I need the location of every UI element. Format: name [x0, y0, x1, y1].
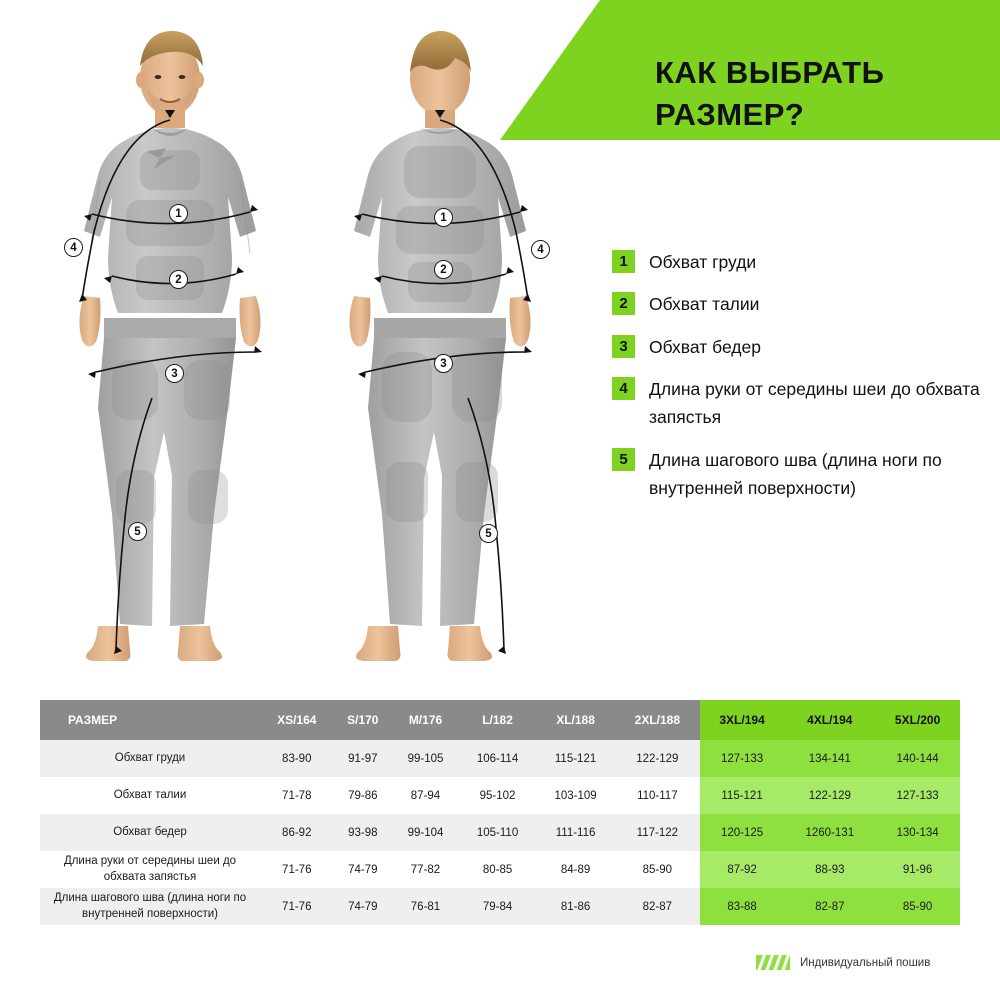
cell: 105-110	[459, 814, 536, 851]
marker-back-arm: 4	[531, 240, 550, 259]
cell: 82-87	[615, 888, 700, 925]
cell: 86-92	[260, 814, 334, 851]
cell: 88-93	[784, 851, 875, 888]
legend-label-4: Длина руки от середины шеи до обхвата запястья	[649, 379, 980, 428]
cell: 91-96	[875, 851, 960, 888]
legend-item-5	[612, 446, 992, 503]
front-figure	[79, 31, 262, 661]
th-4xl: 4XL/194	[784, 700, 875, 740]
th-l: L/182	[459, 700, 536, 740]
th-5xl: 5XL/200	[875, 700, 960, 740]
table-row	[40, 814, 960, 851]
cell: 84-89	[536, 851, 615, 888]
legend-label-1: Обхват груди	[649, 252, 757, 272]
cell: 106-114	[459, 740, 536, 777]
cell: 122-129	[784, 777, 875, 814]
cell: 140-144	[875, 740, 960, 777]
cell: 71-76	[260, 851, 334, 888]
legend-list	[612, 248, 992, 516]
legend-badge-5: 5	[612, 448, 635, 471]
marker-back-inseam: 5	[479, 524, 498, 543]
table-header-row	[40, 700, 960, 740]
cell: 99-104	[392, 814, 459, 851]
marker-back-chest: 1	[434, 208, 453, 227]
page-title-line-1: КАК ВЫБРАТЬ	[655, 55, 885, 90]
marker-front-chest: 1	[169, 204, 188, 223]
row-label-chest: Обхват груди	[40, 740, 260, 777]
row-label-inseam: Длина шагового шва (длина ноги по внутренней поверхности)	[40, 888, 260, 925]
cell: 71-78	[260, 777, 334, 814]
cell: 71-76	[260, 888, 334, 925]
marker-front-hips: 3	[165, 364, 184, 383]
cell: 110-117	[615, 777, 700, 814]
cell: 103-109	[536, 777, 615, 814]
legend-badge-3: 3	[612, 335, 635, 358]
cell: 77-82	[392, 851, 459, 888]
legend-badge-4: 4	[612, 377, 635, 400]
table-row	[40, 851, 960, 888]
cell: 127-133	[875, 777, 960, 814]
marker-front-waist: 2	[169, 270, 188, 289]
legend-badge-2: 2	[612, 292, 635, 315]
marker-front-arm: 4	[64, 238, 83, 257]
cell: 93-98	[334, 814, 393, 851]
cell: 1260-131	[784, 814, 875, 851]
legend-label-2: Обхват талии	[649, 294, 760, 315]
size-table	[40, 700, 960, 925]
row-label-arm: Длина руки от середины шеи до обхвата запястья	[40, 851, 260, 888]
custom-tailoring-swatch	[756, 955, 790, 970]
cell: 115-121	[536, 740, 615, 777]
legend-item-1	[612, 248, 992, 276]
measurement-illustration	[0, 0, 600, 690]
table-row	[40, 888, 960, 925]
footnote	[756, 955, 930, 970]
cell: 122-129	[615, 740, 700, 777]
legend-item-3	[612, 333, 992, 361]
cell: 81-86	[536, 888, 615, 925]
footnote-label: Индивидуальный пошив	[800, 956, 931, 969]
cell: 115-121	[700, 777, 785, 814]
cell: 91-97	[334, 740, 393, 777]
cell: 74-79	[334, 888, 393, 925]
size-table-body	[40, 740, 960, 925]
cell: 99-105	[392, 740, 459, 777]
cell: 87-94	[392, 777, 459, 814]
page-title-line-2: РАЗМЕР?	[655, 96, 805, 132]
table-row	[40, 777, 960, 814]
legend-item-2	[612, 290, 992, 318]
th-2xl: 2XL/188	[615, 700, 700, 740]
cell: 79-84	[459, 888, 536, 925]
cell: 87-92	[700, 851, 785, 888]
cell: 120-125	[700, 814, 785, 851]
table-row	[40, 740, 960, 777]
cell: 117-122	[615, 814, 700, 851]
cell: 82-87	[784, 888, 875, 925]
cell: 85-90	[875, 888, 960, 925]
cell: 76-81	[392, 888, 459, 925]
cell: 74-79	[334, 851, 393, 888]
th-3xl: 3XL/194	[700, 700, 785, 740]
cell: 83-90	[260, 740, 334, 777]
cell: 130-134	[875, 814, 960, 851]
th-size: РАЗМЕР	[40, 700, 260, 740]
marker-back-hips: 3	[434, 354, 453, 373]
cell: 127-133	[700, 740, 785, 777]
th-s: S/170	[334, 700, 393, 740]
size-table-head	[40, 700, 960, 740]
marker-back-waist: 2	[434, 260, 453, 279]
figures-svg	[0, 0, 600, 690]
marker-front-inseam: 5	[128, 522, 147, 541]
row-label-hips: Обхват бедер	[40, 814, 260, 851]
legend-item-4	[612, 375, 992, 432]
th-m: M/176	[392, 700, 459, 740]
cell: 80-85	[459, 851, 536, 888]
cell: 79-86	[334, 777, 393, 814]
row-label-waist: Обхват талии	[40, 777, 260, 814]
cell: 85-90	[615, 851, 700, 888]
legend-label-3: Обхват бедер	[649, 336, 761, 357]
cell: 83-88	[700, 888, 785, 925]
size-table-wrapper	[40, 700, 960, 925]
cell: 111-116	[536, 814, 615, 851]
legend-badge-1: 1	[612, 250, 635, 273]
cell: 134-141	[784, 740, 875, 777]
page-title	[655, 52, 985, 136]
cell: 95-102	[459, 777, 536, 814]
back-figure	[349, 31, 532, 661]
legend-label-5: Длина шагового шва (длина ноги по внутренней поверхности)	[649, 449, 942, 499]
th-xs: XS/164	[260, 700, 334, 740]
th-xl: XL/188	[536, 700, 615, 740]
